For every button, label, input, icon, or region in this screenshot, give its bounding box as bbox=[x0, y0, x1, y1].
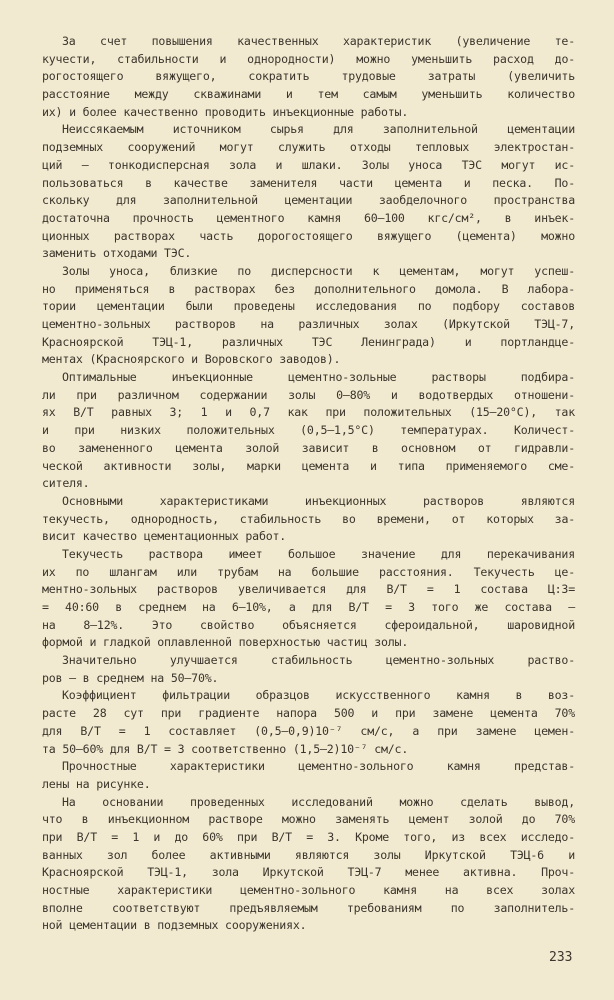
text-line: достаточна прочность цементного камня 60–100 кгс/см², в инъек- bbox=[42, 210, 575, 225]
text-line: рогостоящего вяжущего, сократить трудовые затраты (увеличить bbox=[42, 69, 575, 84]
paragraph bbox=[42, 758, 575, 793]
text-line: Прочностные характеристики цементно-зольного камня представ- bbox=[62, 759, 575, 774]
text-line: висит качество цементационных работ. bbox=[42, 529, 287, 544]
text-line: подземных сооружений могут служить отходы тепловых электростан- bbox=[42, 140, 575, 155]
text-line: но применяться в растворах без дополнительного домола. В лабора- bbox=[42, 281, 575, 296]
text-line: Красноярской ТЭЦ-1, зола Иркутской ТЭЦ-7 менее активна. Проч- bbox=[42, 865, 575, 880]
text-line: ли при различном содержании золы 0–80% и водотвердых отношени- bbox=[42, 387, 575, 402]
text-line: За счет повышения качественных характеристик (увеличение те- bbox=[62, 34, 575, 48]
paragraph bbox=[42, 263, 575, 369]
text-line: Текучесть раствора имеет большое значение для перекачивания bbox=[62, 546, 575, 561]
text-line: ционных растворах часть дорогостоящего вяжущего (цемента) можно bbox=[42, 228, 575, 243]
text-line: тории цементации были проведены исследования по подбору составов bbox=[42, 299, 575, 314]
text-line: текучесть, однородность, стабильность во времени, от которых за- bbox=[42, 511, 575, 526]
text-line: та 50–60% для В/Т = 3 соответственно (1,5–2)10⁻⁷ см/с. bbox=[42, 741, 409, 756]
text-line: их по шлангам или трубам на большие расстояния. Текучесть це- bbox=[42, 564, 575, 579]
text-line: Значительно улучшается стабильность цементно-зольных раство- bbox=[62, 653, 575, 668]
text-line: цементно-зольных растворов на различных золах (Иркутской ТЭЦ-7, bbox=[42, 317, 575, 331]
text-line: ческой активности золы, марки цемента и типа применяемого сме- bbox=[42, 458, 575, 473]
text-line: пользоваться в качестве заменителя части цемента и песка. По- bbox=[42, 175, 575, 190]
text-line: на 8–12%. Это свойство объясняется сфероидальной, шаровидной bbox=[42, 617, 575, 632]
text-line: заменить отходами ТЭС. bbox=[42, 246, 192, 261]
text-line: вполне соответствуют предъявляемым требованиям по заполнитель- bbox=[42, 900, 575, 915]
text-line: ной цементации в подземных сооружениях. bbox=[42, 918, 307, 933]
text-line: при В/Т = 1 и до 60% при В/Т = 3. Кроме того, из всех исследо- bbox=[42, 829, 575, 844]
paragraph bbox=[42, 687, 575, 758]
text-line: ров – в среднем на 50–70%. bbox=[42, 670, 219, 685]
paragraph bbox=[42, 546, 575, 652]
text-line: скольку для заполнительной цементации заобделочного пространства bbox=[42, 193, 575, 208]
text-line: ванных зол более активными являются золы Иркутской ТЭЦ-6 и bbox=[42, 847, 575, 862]
paragraph bbox=[42, 33, 575, 121]
text-line: Золы уноса, близкие по дисперсности к цементам, могут успеш- bbox=[62, 263, 575, 278]
paragraph bbox=[42, 652, 575, 687]
text-line: Оптимальные инъекционные цементно-зольные растворы подбира- bbox=[62, 370, 575, 385]
text-line: На основании проведенных исследований можно сделать вывод, bbox=[62, 794, 575, 809]
text-line: Коэффициент фильтрации образцов искусственного камня в воз- bbox=[62, 688, 575, 703]
text-line: формой и гладкой оплавленной поверхностью частиц золы. bbox=[42, 635, 409, 650]
text-line: ностные характеристики цементно-зольного камня на всех золах bbox=[42, 883, 575, 897]
text-line: сителя. bbox=[42, 476, 90, 491]
text-line: расте 28 сут при градиенте напора 500 и при замене цемента 70% bbox=[42, 706, 575, 721]
paragraph bbox=[42, 794, 575, 936]
text-line: и при низких положительных (0,5–1,5°C) температурах. Количест- bbox=[42, 423, 575, 438]
paragraph bbox=[42, 121, 575, 263]
text-line: ментах (Красноярского и Воровского заводов). bbox=[42, 352, 341, 367]
text-line: их) и более качественно проводить инъекционные работы. bbox=[42, 104, 409, 119]
page-number: 233 bbox=[549, 950, 573, 965]
text-line: для В/Т = 1 составляет (0,5–0,9)10⁻⁷ см/с, а при замене цемен- bbox=[42, 723, 575, 738]
text-line: ментно-зольных растворов увеличивается для В/Т = 1 состава Ц:З= bbox=[42, 582, 575, 597]
text-line: ций – тонкодисперсная зола и шлаки. Золы уноса ТЭС могут ис- bbox=[42, 157, 575, 172]
text-line: кучести, стабильности и однородности) можно уменьшить расход до- bbox=[42, 51, 575, 66]
text-line: ях В/Т равных 3; 1 и 0,7 как при положительных (15–20°C), так bbox=[42, 405, 575, 420]
page-body bbox=[42, 33, 575, 935]
paragraph bbox=[42, 369, 575, 493]
text-line: расстояние между скважинами и тем самым уменьшить количество bbox=[42, 87, 575, 102]
text-line: = 40:60 в среднем на 6–10%, а для В/Т = 3 того же состава – bbox=[42, 600, 575, 614]
text-line: Основными характеристиками инъекционных растворов являются bbox=[62, 493, 575, 508]
text-line: что в инъекционном растворе можно заменять цемент золой до 70% bbox=[42, 812, 575, 827]
text-line: лены на рисунке. bbox=[42, 776, 151, 791]
text-line: Красноярской ТЭЦ-1, различных ТЭС Ленинграда) и портландце- bbox=[42, 334, 575, 349]
text-line: во замененного цемента золой зависит в основном от гидравли- bbox=[42, 440, 575, 455]
text-line: Неиссякаемым источником сырья для заполнительной цементации bbox=[62, 122, 575, 137]
paragraph bbox=[42, 493, 575, 546]
